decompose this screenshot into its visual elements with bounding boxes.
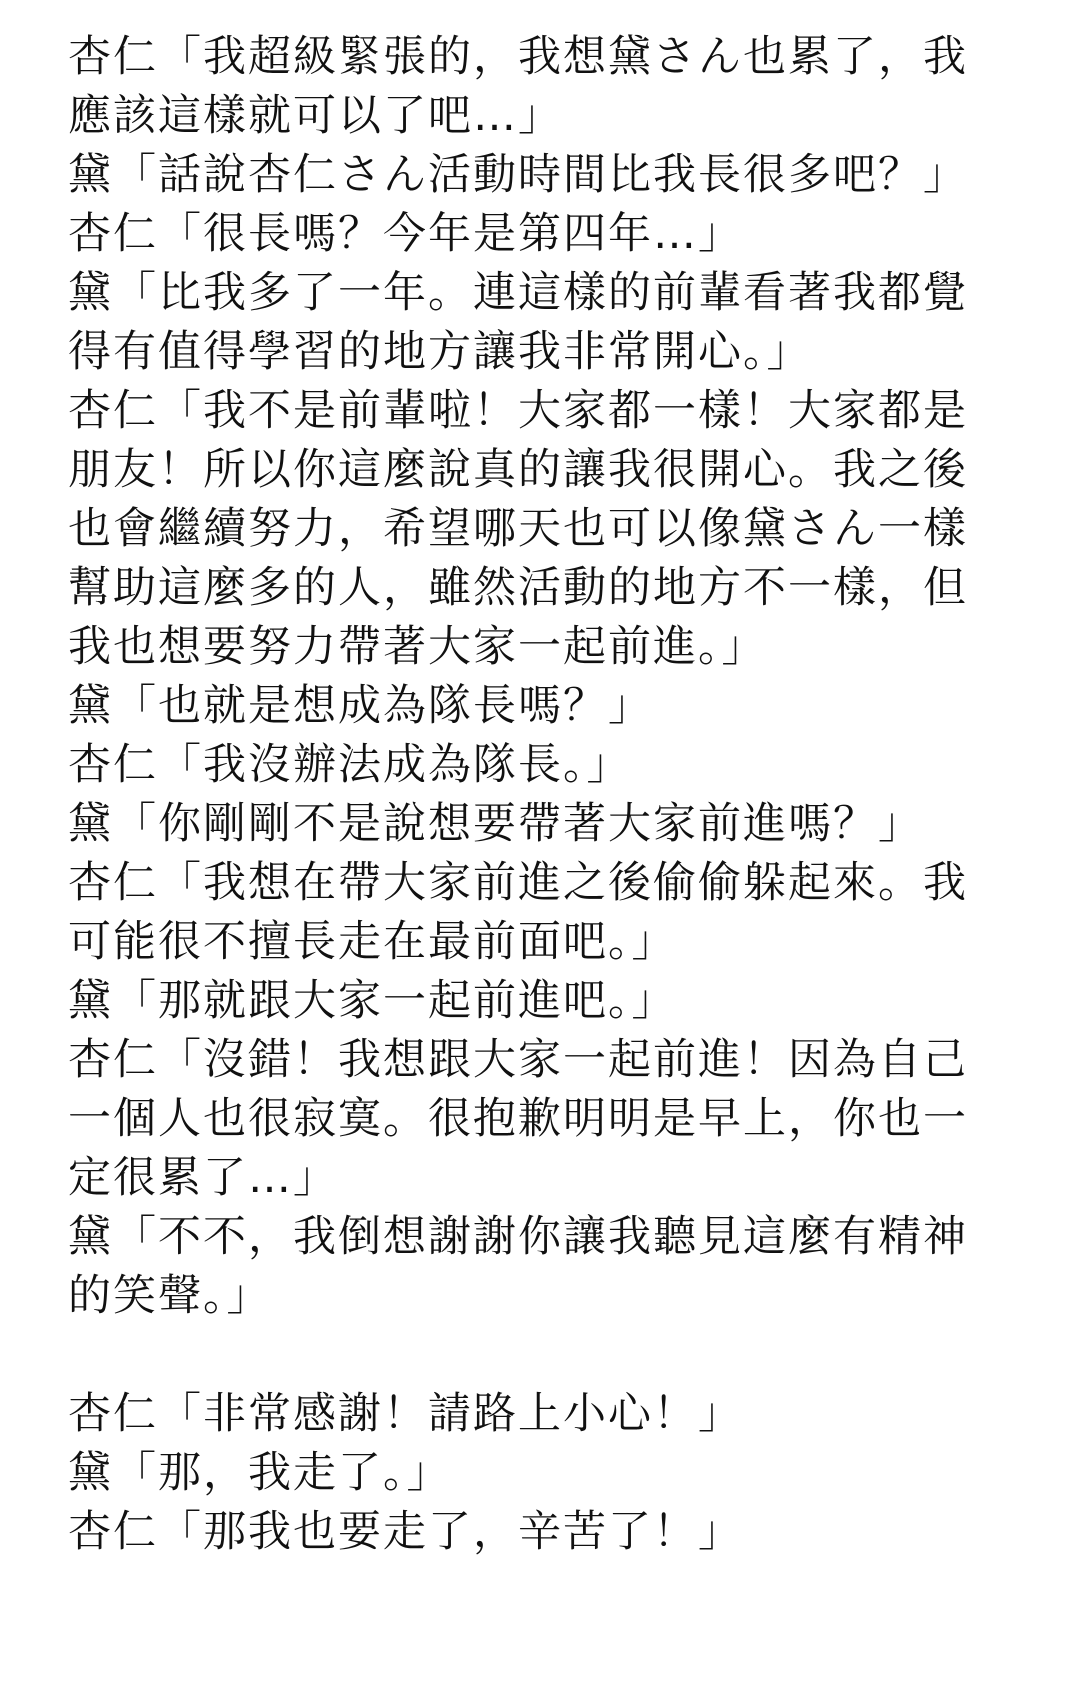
text-line: 杏仁「很長嗎？今年是第四年…」 [68, 209, 743, 259]
dialogue-text [68, 28, 1028, 1562]
text-line: 我也想要努力帶著大家一起前進。」 [68, 622, 767, 672]
text-line: 黛「那，我走了。」 [68, 1448, 452, 1498]
text-line: 杏仁「我想在帶大家前進之後偷偷躲起來。我 [68, 858, 968, 908]
text-line: 黛「話說杏仁さん活動時間比我長很多吧？」 [68, 150, 968, 200]
text-line: 杏仁「那我也要走了，辛苦了！」 [68, 1507, 743, 1557]
text-line: 黛「也就是想成為隊長嗎？」 [68, 681, 653, 731]
text-line: 可能很不擅長走在最前面吧。」 [68, 917, 677, 967]
text-line: 應該這樣就可以了吧…」 [68, 91, 563, 141]
text-line: 杏仁「我超級緊張的，我想黛さん也累了，我 [68, 32, 968, 82]
text-line: 杏仁「我沒辦法成為隊長。」 [68, 740, 632, 790]
text-line: 黛「那就跟大家一起前進吧。」 [68, 976, 677, 1026]
text-line: 幫助這麼多的人，雖然活動的地方不一樣，但 [68, 563, 968, 613]
text-line: 一個人也很寂寞。很抱歉明明是早上，你也一 [68, 1094, 968, 1144]
text-line: 黛「比我多了一年。連這樣的前輩看著我都覺 [68, 268, 968, 318]
text-line: 的笑聲。」 [68, 1271, 272, 1321]
blank-line [68, 1326, 1028, 1385]
text-line: 定很累了…」 [68, 1153, 338, 1203]
text-line: 朋友！所以你這麼說真的讓我很開心。我之後 [68, 445, 968, 495]
text-line: 得有值得學習的地方讓我非常開心。」 [68, 327, 812, 377]
text-line: 杏仁「我不是前輩啦！大家都一樣！大家都是 [68, 386, 968, 436]
text-line: 黛「不不，我倒想謝謝你讓我聽見這麼有精神 [68, 1212, 968, 1262]
text-line: 杏仁「沒錯！我想跟大家一起前進！因為自己 [68, 1035, 968, 1085]
text-line: 杏仁「非常感謝！請路上小心！」 [68, 1389, 743, 1439]
text-line: 也會繼續努力，希望哪天也可以像黛さん一樣 [68, 504, 968, 554]
text-line: 黛「你剛剛不是說想要帶著大家前進嗎？」 [68, 799, 923, 849]
